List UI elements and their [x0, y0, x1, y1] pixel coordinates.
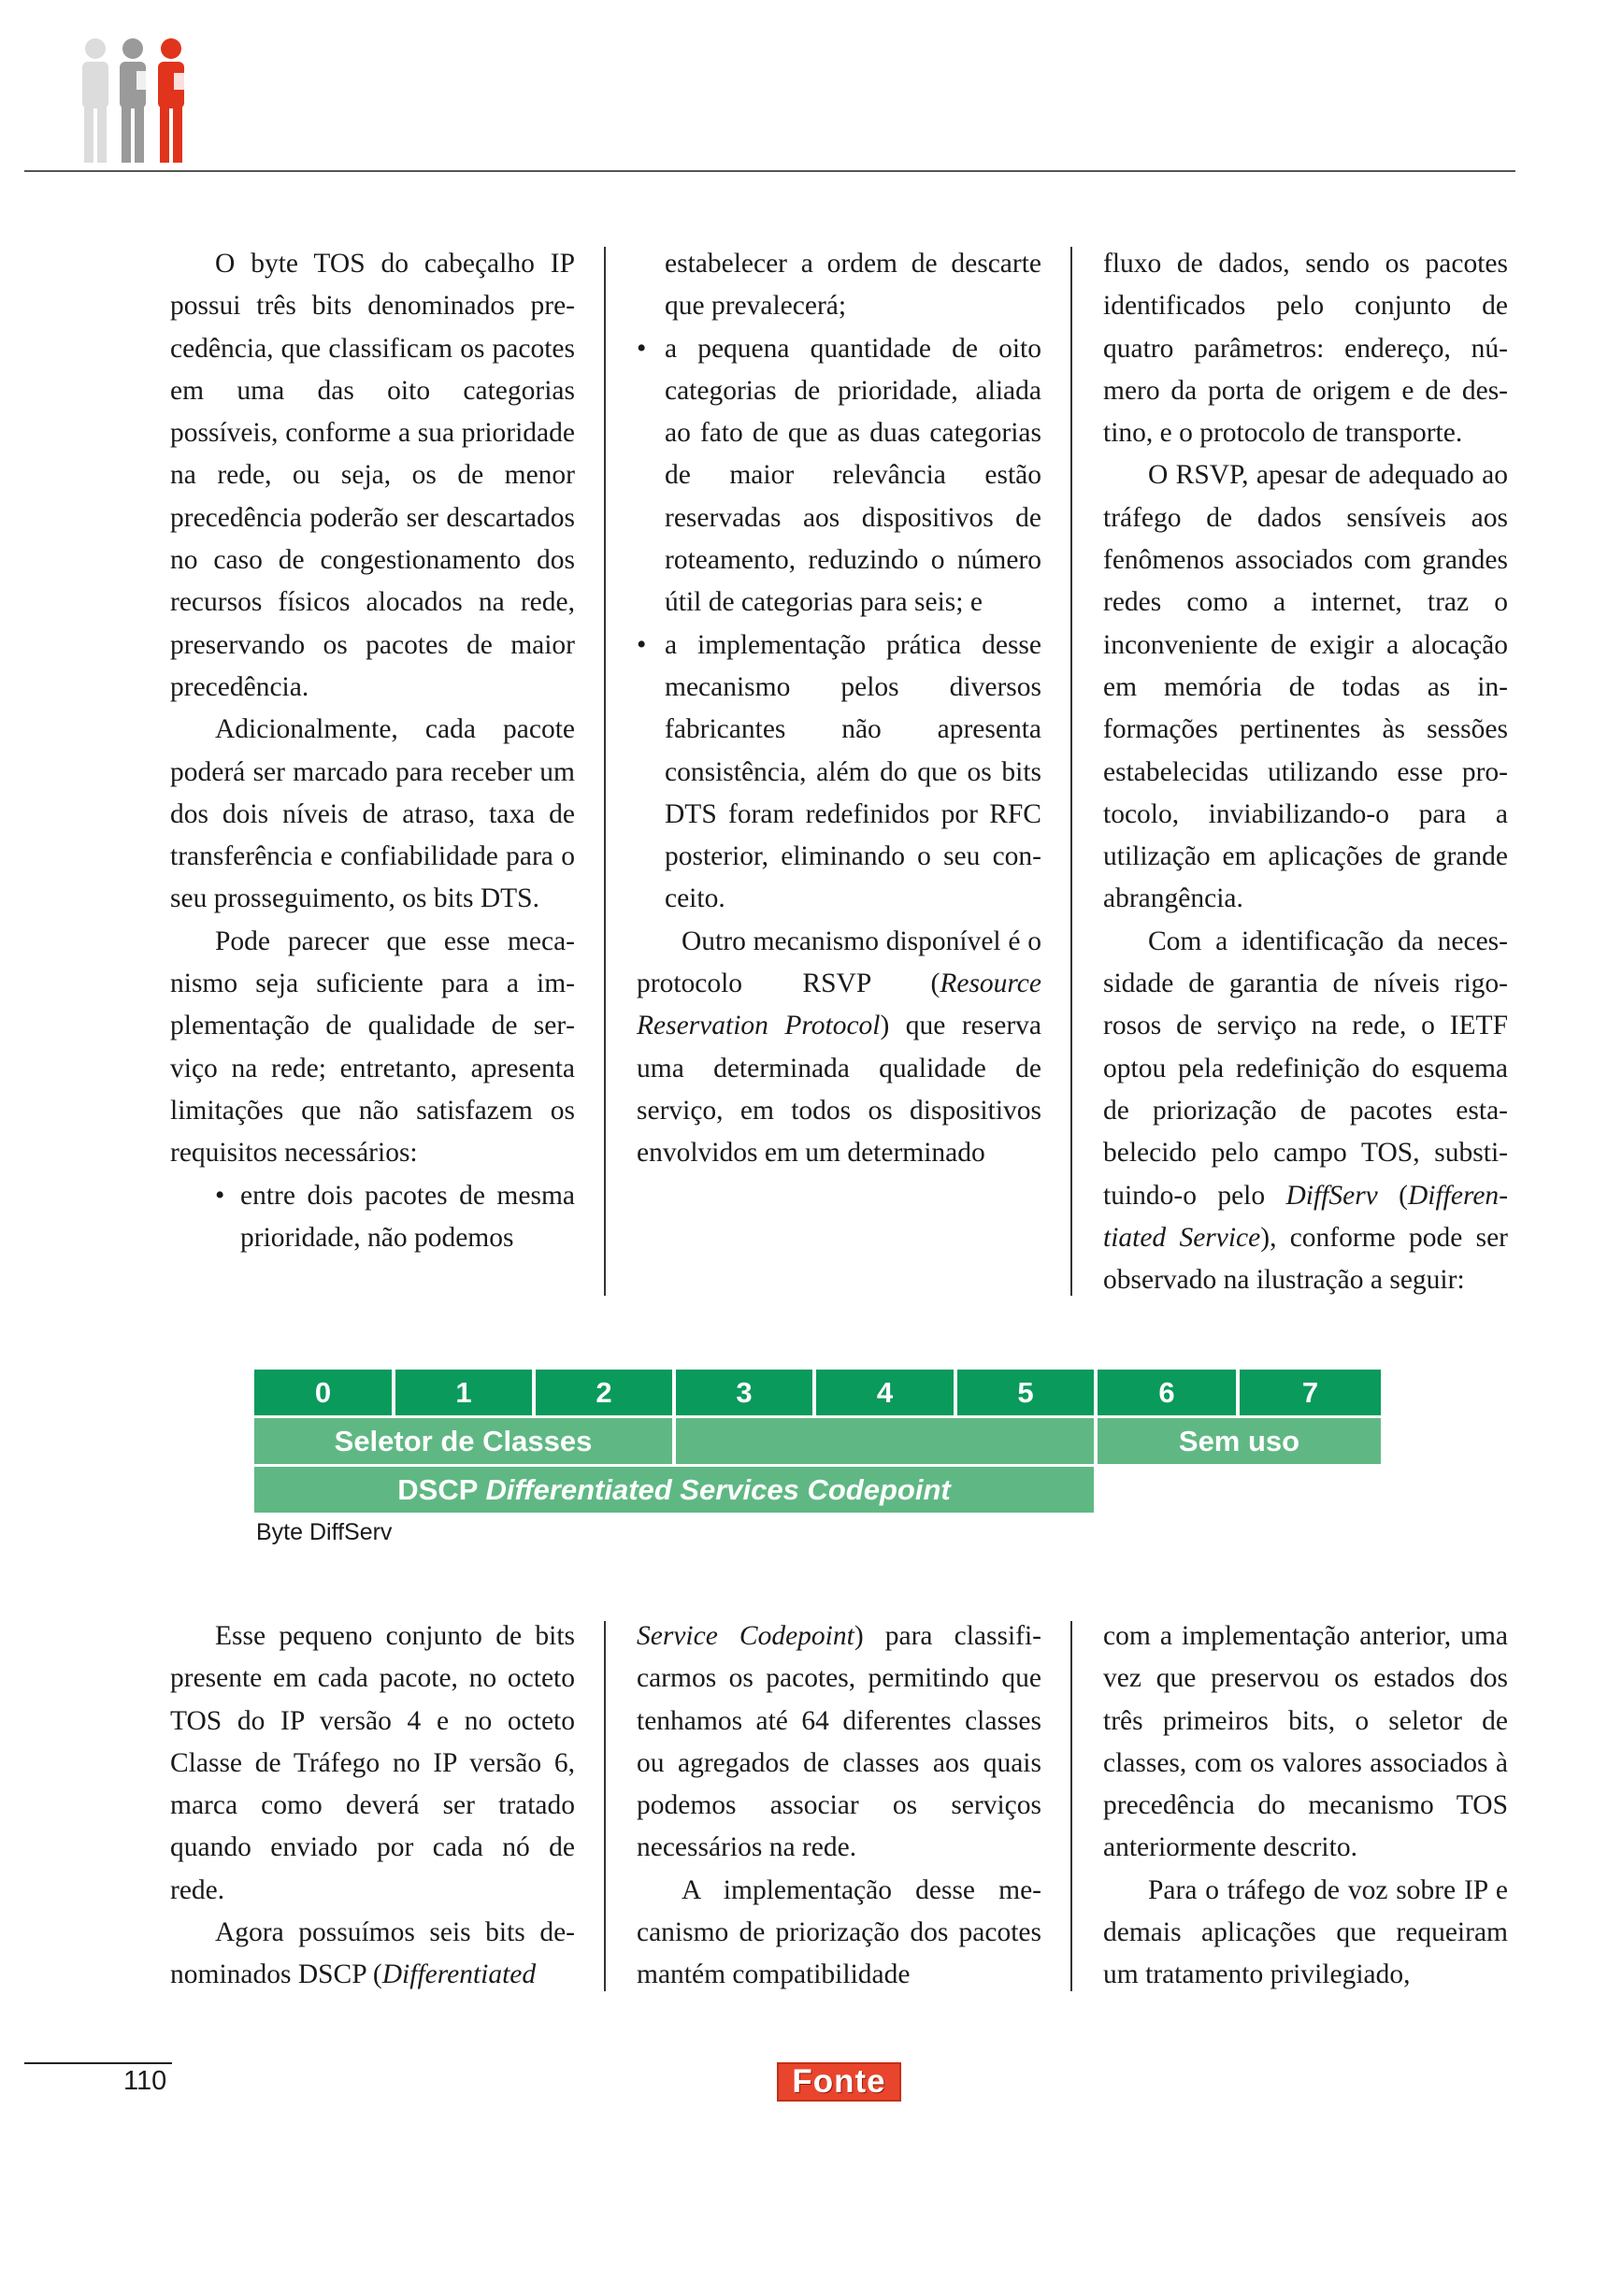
fonte-logo: Fonte [777, 2062, 901, 2102]
paragraph: Pode parecer que esse mecanismo seja suficiente para a implementação de qualidade de serviço na rede; entretanto, apresenta limitações que não satisfazem os requisitos necessários: [170, 926, 575, 1169]
list-item [170, 1175, 575, 1260]
unused-field: Sem uso [1098, 1418, 1381, 1464]
header-rule [24, 170, 1515, 172]
text-run: DiffServ [1285, 1180, 1378, 1211]
list-item-text: entre dois pacotes de mesma prioridade, não podemos [240, 1180, 575, 1253]
text-run: Com a identificação da necessidade de garantia de níveis rigorosos de serviço na rede, o IETF optou pela redefinição do esquema de priorização de pacotes estabelecido pelo campo TOS, substituindo-o pelo [1103, 926, 1508, 1211]
section1-column-2 [637, 243, 1041, 1175]
paragraph: Adicionalmente, cada pacote poderá ser marcado para receber um dos dois níveis de atraso, taxa de transferência e confiabilidade para o seu prosseguimento, os bits DTS. [170, 714, 575, 914]
list-item [637, 328, 1041, 624]
paragraph: O byte TOS do cabeçalho IP possui três bits denominados precedência, que classificam os pacotes em uma das oito categorias possíveis, conforme a sua prioridade na rede, ou seja, os de menor precedência poderão ser descartados no caso de congestionamento dos recursos físicos alocados na rede, preservando os pacotes de maior precedência. [170, 249, 575, 702]
paragraph [637, 1615, 1041, 1870]
column-divider [1070, 1621, 1072, 1991]
section2-column-2 [637, 1615, 1041, 1997]
text-run: ) que reserva uma determinada qualidade de serviço, em todos os dispositivos envolvidos em um determinado [637, 1011, 1042, 1169]
text-run: Resource Reservation Protocol [637, 969, 1041, 1041]
bit-cell: 5 [957, 1370, 1094, 1415]
section1-column-1 [170, 243, 575, 1259]
text-run: ) para classificarmos os pacotes, permitindo que tenhamos até 64 diferentes classes ou agregados de classes aos quais podemos associar os serviços necessários na rede. [637, 1621, 1041, 1863]
text-run: Differentiated Service [1103, 1180, 1509, 1253]
figure-caption: Byte DiffServ [256, 1519, 393, 1545]
list-item [637, 243, 1041, 328]
dscp-field [254, 1467, 1094, 1513]
paragraph [1103, 921, 1508, 1302]
section1-column-3 [1103, 243, 1508, 1301]
paragraph: Esse pequeno conjunto de bits presente em cada pacote, no octeto TOS do IP versão 4 e no octeto Classe de Tráfego no IP versão 6, marca como deverá ser tratado quando enviado por cada nó de rede. [170, 1621, 575, 1905]
bit-cell: 2 [536, 1370, 672, 1415]
diffserv-diagram [254, 1370, 1381, 1547]
bullet-list [170, 1175, 575, 1260]
bullet-icon: • [215, 1180, 225, 1211]
bullet-list [637, 243, 1041, 921]
footer-rule [24, 2062, 172, 2064]
bit-cell: 6 [1098, 1370, 1236, 1415]
class-selector-field: Seletor de Classes [254, 1418, 672, 1464]
text-run: Service Codepoint [637, 1621, 854, 1651]
dscp-label-italic: Differentiated Services Codepoint [485, 1473, 951, 1506]
column-divider [1070, 247, 1072, 1296]
paragraph: com a implementação anterior, uma vez que preservou os estados dos três primeiros bits, o seletor de classes, com os valores associados à precedência do mecanismo TOS anteriormente descrito. [1103, 1621, 1508, 1863]
bullet-icon: • [637, 629, 647, 660]
section2-column-3 [1103, 1615, 1508, 1997]
bit-cell: 7 [1240, 1370, 1381, 1415]
column-divider [604, 247, 606, 1296]
text-run: ( [1377, 1180, 1408, 1211]
reserved-field [676, 1418, 1094, 1464]
paragraph: fluxo de dados, sendo os pacotes identificados pelo conjunto de quatro parâmetros: endereço, número da porta de origem e de destino, e o protocolo de transporte. [1103, 249, 1508, 449]
dscp-label: DSCP [397, 1473, 486, 1506]
bit-cell: 1 [395, 1370, 532, 1415]
bit-cell: 4 [816, 1370, 954, 1415]
paragraph [637, 921, 1041, 1175]
text-run: Agora possuímos seis bits denominados DSCP ( [170, 1917, 575, 1990]
paragraph [170, 1912, 575, 1997]
paragraph: A implementação desse mecanismo de priorização dos pacotes mantém compatibilidade [637, 1874, 1041, 1990]
column-divider [604, 1621, 606, 1991]
text-run: Differentiated [381, 1959, 537, 1990]
text-run: ), conforme pode ser observado na ilustração a seguir: [1103, 1222, 1508, 1296]
bullet-icon: • [637, 333, 647, 364]
people-logo-icon [75, 34, 215, 174]
paragraph: O RSVP, apesar de adequado ao tráfego de dados sensíveis aos fenômenos associados com grandes redes como a internet, traz o inconveniente de exigir a alocação em memória de todas as informações pertinentes às sessões estabelecidas utilizando esse protocolo, inviabilizando-o para a utilização em aplicações de grande abrangência. [1103, 460, 1508, 914]
bit-cell: 0 [254, 1370, 392, 1415]
page-number: 110 [123, 2066, 167, 2096]
list-item-text: a implementação prática desse mecanismo pelos diversos fabricantes não apresenta consistência, além do que os bits DTS foram redefinidos por RFC posterior, eliminando o seu conceito. [665, 629, 1041, 914]
list-item-text: estabelecer a ordem de descarte que prevalecerá; [665, 249, 1041, 322]
section2-column-1 [170, 1615, 575, 1997]
list-item [637, 624, 1041, 921]
bit-cell: 3 [676, 1370, 812, 1415]
paragraph: Para o tráfego de voz sobre IP e demais aplicações que requeiram um tratamento privilegiado, [1103, 1874, 1508, 1990]
list-item-text: a pequena quantidade de oito categorias de prioridade, aliada ao fato de que as duas categorias de maior relevância estão reservadas aos dispositivos de roteamento, reduzindo o número útil de categorias para seis; e [665, 333, 1041, 618]
text-run: Outro mecanismo disponível é o protocolo RSVP ( [637, 926, 1041, 999]
